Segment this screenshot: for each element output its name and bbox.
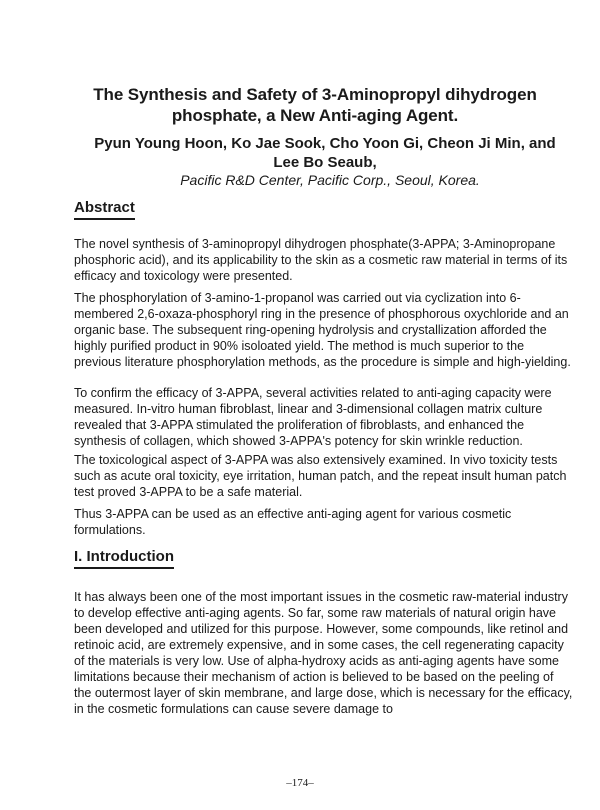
author-affiliation: Pacific R&D Center, Pacific Corp., Seoul, Korea. [180,172,480,188]
abstract-paragraph: The toxicological aspect of 3-APPA was also extensively examined. In vivo toxicity tests such as acute oral toxicity, eye irritation, human patch, and the repeat insult human patch test proved 3-APPA to be a safe material. [74,453,567,499]
abstract-paragraph: The novel synthesis of 3-aminopropyl dihydrogen phosphate(3-APPA; 3-Aminopropane phosphoric acid), and its applicability to the skin as a cosmetic raw material in terms of its efficacy and toxicology were presented. [74,237,568,283]
abstract-paragraph: To confirm the efficacy of 3-APPA, several activities related to anti-aging capacity were measured. In-vitro human fibroblast, linear and 3-dimensional collagen matrix culture revealed that 3-APPA stimulated the proliferation of fibroblasts, and enhanced the synthesis of collagen, which showed 3-APPA's potency for skin wrinkle reduction. [74,386,552,448]
introduction-paragraph: It has always been one of the most important issues in the cosmetic raw-material industry to develop effective anti-aging agents. So far, some raw materials of natural origin have been developed and utilized for this purpose. However, some compounds, like retinol and retinoic acid, are extremely expensive, and in some cases, the cell regenerating capacity of the materials is very low. Use of alpha-hydroxy acids as anti-aging agents have some limitations because their mechanism of action is believed to be based on the peeling of the outermost layer of skin membrane, and large dose, which is necessary for the efficacy, in the cosmetic formulations can cause severe damage to [74,590,573,716]
abstract-heading: Abstract [74,199,135,220]
abstract-paragraph: Thus 3-APPA can be used as an effective anti-aging agent for various cosmetic formulations. [74,507,512,537]
abstract-paragraph: The phosphorylation of 3-amino-1-propanol was carried out via cyclization into 6-membered 2,6-oxaza-phosphoryl ring in the presence of phosphorous oxychloride and an organic base. The subsequent ring-opening hydrolysis and crystallization afforded the highly purified product in 90% isoloated yield. The method is much superior to the previous literature phosphorylation methods, as the procedure is simple and high-yielding. [74,291,571,369]
introduction-heading: I. Introduction [74,548,174,569]
author-list: Pyun Young Hoon, Ko Jae Sook, Cho Yoon Gi, Cheon Ji Min, and Lee Bo Seaub, [94,135,556,171]
page-number: –174– [286,777,314,789]
paper-title: The Synthesis and Safety of 3-Aminopropyl dihydrogen phosphate, a New Anti-aging Agent. [93,85,537,125]
